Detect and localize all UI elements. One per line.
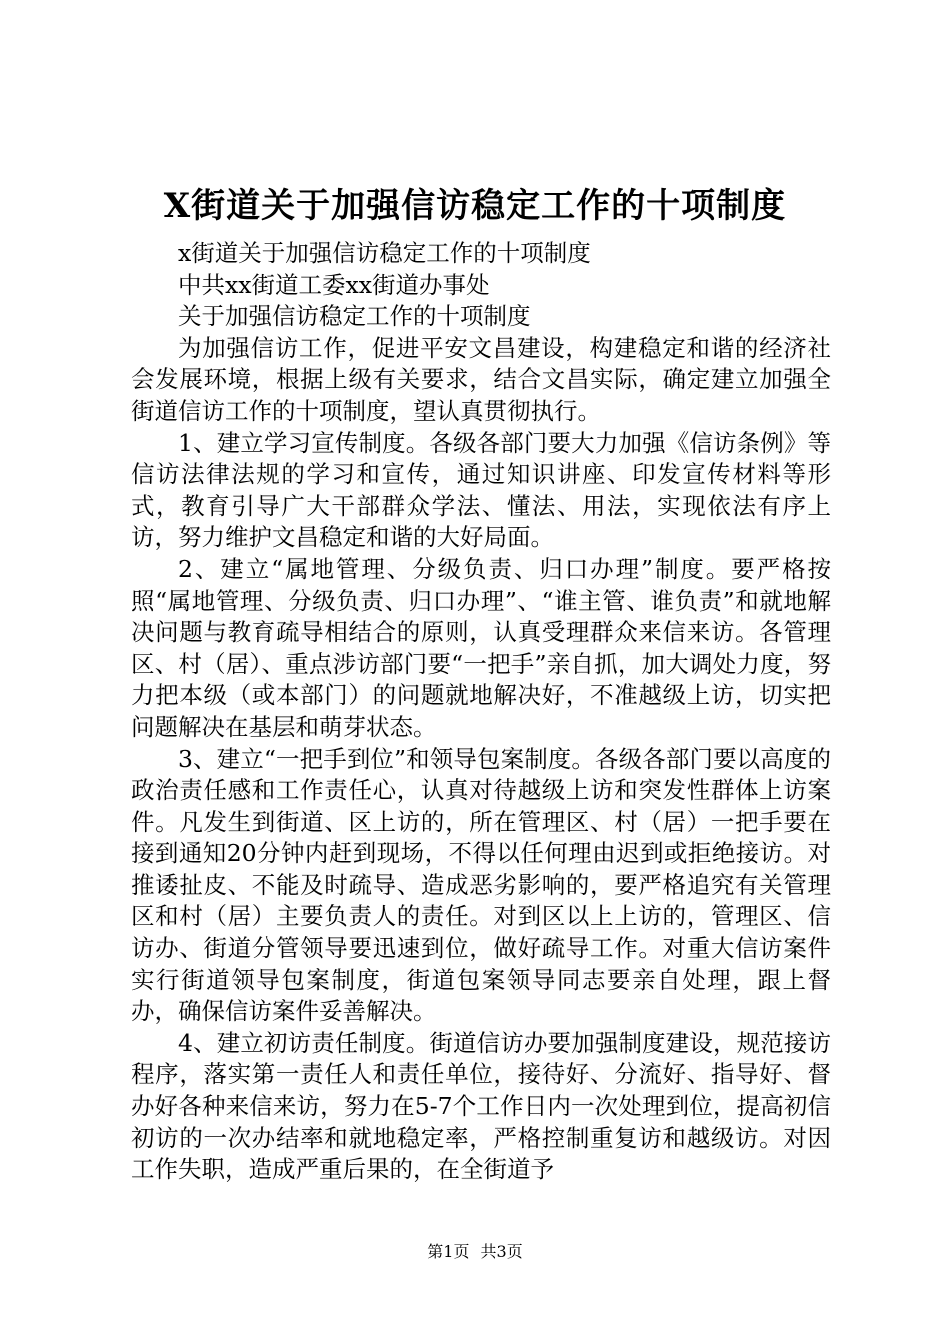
- paragraph-item-3: 3、建立“一把手到位”和领导包案制度。各级各部门要以高度的政治责任感和工作责任心，认真对待越级上访和突发性群体上访案件。凡发生到街道、区上访的，所在管理区、村（居）一把手要在接到通知20分钟内赶到现场，不得以任何理由迟到或拒绝接访。对推诿扯皮、不能及时疏导、造成恶劣影响的，要严格追究有关管理区和村（居）主要负责人的责任。对到区以上上访的，管理区、信访办、街道分管领导要迅速到位，做好疏导工作。对重大信访案件实行街道领导包案制度，街道包案领导同志要亲自处理，跟上督办，确保信访案件妥善解决。: [131, 744, 831, 1026]
- paragraph-intro: 为加强信访工作，促进平安文昌建设，构建稳定和谐的经济社会发展环境，根据上级有关要求，结合文昌实际，确定建立加强全街道信访工作的十项制度，望认真贯彻执行。: [131, 333, 831, 425]
- document-title: X街道关于加强信访稳定工作的十项制度: [163, 186, 787, 226]
- paragraph-item-1: 1、建立学习宣传制度。各级各部门要大力加强《信访条例》等信访法律法规的学习和宣传，通过知识讲座、印发宣传材料等形式，教育引导广大干部群众学法、懂法、用法，实现依法有序上访，努力维护文昌稳定和谐的大好局面。: [131, 428, 831, 552]
- paragraph-issuer: 中共xx街道工委xx街道办事处: [178, 270, 490, 299]
- paragraph-item-4: 4、建立初访责任制度。街道信访办要加强制度建设，规范接访程序，落实第一责任人和责任单位，接待好、分流好、指导好、督办好各种来信来访，努力在5-7个工作日内一次处理到位，提高初信初访的一次办结率和就地稳定率，严格控制重复访和越级访。对因工作失职，造成严重后果的，在全街道予: [131, 1028, 831, 1184]
- page-footer: [0, 1241, 950, 1263]
- paragraph-item-2: 2、建立“属地管理、分级负责、归口办理”制度。要严格按照“属地管理、分级负责、归口办理”、“谁主管、谁负责”和就地解决问题与教育疏导相结合的原则，认真受理群众来信来访。各管理区、村（居）、重点涉访部门要“一把手”亲自抓，加大调处力度，努力把本级（或本部门）的问题就地解决好，不准越级上访，切实把问题解决在基层和萌芽状态。: [131, 554, 831, 741]
- paragraph-heading: 关于加强信访稳定工作的十项制度: [178, 302, 531, 331]
- page-number: 第1页: [427, 1242, 470, 1261]
- document-body: [131, 238, 831, 1186]
- page-total: 共3页: [480, 1242, 523, 1261]
- paragraph-subtitle: x街道关于加强信访稳定工作的十项制度: [178, 239, 591, 267]
